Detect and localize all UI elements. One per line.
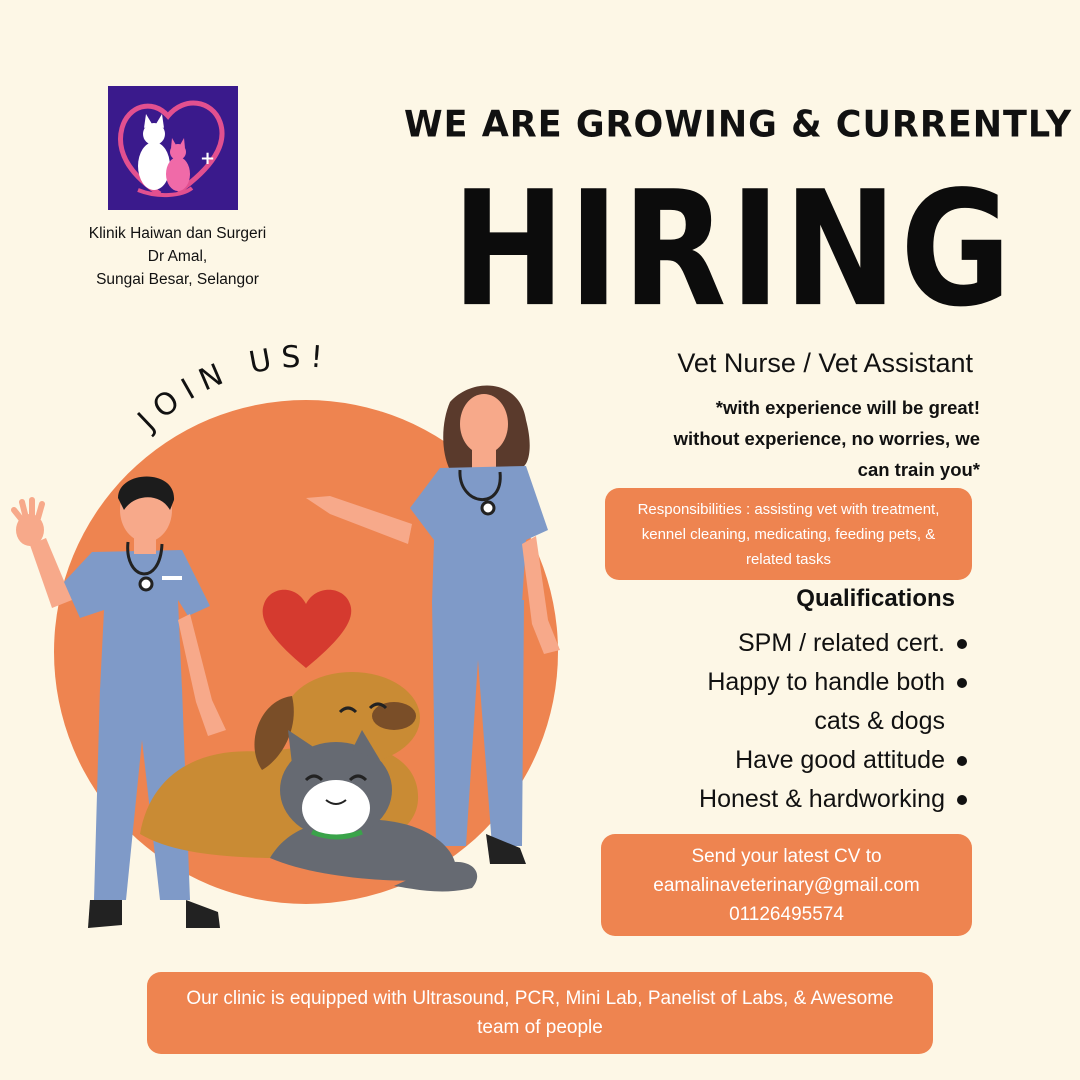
qualification-text: Have good attitude: [735, 746, 945, 774]
hiring-title: HIRING: [452, 157, 1015, 343]
responsibilities-box: [605, 488, 972, 580]
qualification-item: [547, 741, 967, 780]
clinic-equipment-text: Our clinic is equipped with Ultrasound, PCR, Mini Lab, Panelist of Labs, & Awesome team of people: [186, 988, 894, 1038]
headline: WE ARE GROWING & CURRENTLY: [404, 104, 1073, 146]
qualification-item: [547, 780, 967, 819]
experience-note: [560, 392, 980, 485]
contact-phone[interactable]: 01126495574: [729, 903, 844, 925]
qualification-item: [547, 624, 967, 663]
bullet-icon: [957, 639, 967, 649]
vet-staff-illustration: [0, 340, 600, 950]
qualification-text: SPM / related cert.: [737, 629, 945, 657]
qualification-item: [547, 663, 967, 741]
qualification-text-continued: cats & dogs: [814, 707, 945, 735]
clinic-name-line-3: Sungai Besar, Selangor: [96, 271, 259, 288]
bullet-icon: [957, 756, 967, 766]
bullet-icon: [957, 678, 967, 688]
qualifications-title: Qualifications: [796, 585, 955, 612]
position-title: Vet Nurse / Vet Assistant: [677, 348, 973, 378]
clinic-equipment-banner: [147, 972, 933, 1054]
experience-note-line-3: can train you*: [857, 459, 980, 480]
svg-text:+: +: [200, 148, 216, 169]
clinic-name-line-2: Dr Amal,: [147, 248, 208, 265]
join-us-text: JOIN US!: [131, 340, 333, 438]
clinic-name-line-1: Klinik Haiwan dan Surgeri: [88, 225, 267, 242]
qualifications-list: [547, 624, 967, 819]
contact-email[interactable]: eamalinaveterinary@gmail.com: [653, 874, 920, 896]
qualification-text: Honest & hardworking: [699, 785, 945, 813]
contact-intro: Send your latest CV to: [691, 845, 882, 867]
contact-box: [601, 834, 972, 936]
experience-note-line-2: without experience, no worries, we: [673, 428, 980, 449]
clinic-logo: [108, 86, 238, 210]
bullet-icon: [957, 795, 967, 805]
qualification-text: Happy to handle both: [707, 668, 945, 696]
responsibilities-text: Responsibilities : assisting vet with treatment, kennel cleaning, medicating, feeding pets, & related tasks: [637, 500, 940, 568]
clinic-name: [50, 222, 305, 291]
pet-heart-plus-logo-icon: [108, 86, 238, 210]
experience-note-line-1: *with experience will be great!: [715, 397, 980, 418]
